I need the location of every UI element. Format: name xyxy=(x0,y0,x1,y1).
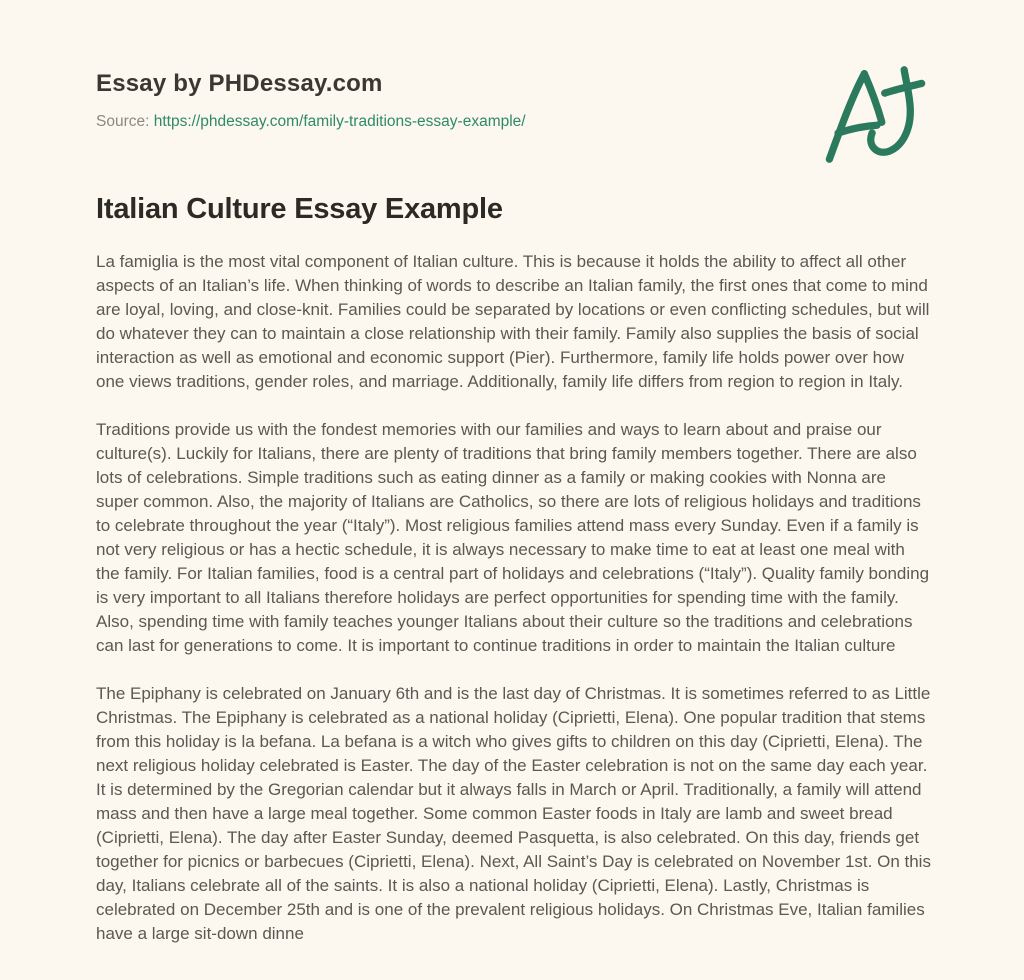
page-header xyxy=(96,70,928,131)
essay-paragraph: La famiglia is the most vital component of Italian culture. This is because it holds the ability to affect all other aspects of an Italian’s life. When thinking of words to describe an Italian family, the first ones that come to mind are loyal, loving, and close-knit. Families could be separated by locations or even conflicting schedules, but will do whatever they can to maintain a close relationship with their family. Family also supplies the basis of social interaction as well as emotional and economic support (Pier). Furthermore, family life holds power over how one views traditions, gender roles, and marriage. Additionally, family life differs from region to region in Italy. xyxy=(96,252,930,391)
essay-paragraph: The Epiphany is celebrated on January 6th and is the last day of Christmas. It is sometimes referred to as Little Christmas. The Epiphany is celebrated as a national holiday (Ciprietti, Elena). One popular tradition that stems from this holiday is la befana. La befana is a witch who gives gifts to children on this day (Ciprietti, Elena). The next religious holiday celebrated is Easter. The day of the Easter celebration is not on the same day each year. It is determined by the Gregorian calendar but it always falls in March or April. Traditionally, a family will attend mass and then have a large meal together. Some common Easter foods in Italy are lamb and sweet bread (Ciprietti, Elena). The day after Easter Sunday, deemed Pasquetta, is also celebrated. On this day, friends get together for picnics or barbecues (Ciprietti, Elena). Next, All Saint’s Day is celebrated on November 1st. On this day, Italians celebrate all of the saints. It is also a national holiday (Ciprietti, Elena). Lastly, Christmas is celebrated on December 25th and is one of the prevalent religious holidays. On Christmas Eve, Italian families have a large sit-down dinne xyxy=(96,684,931,943)
site-header-title: Essay by PHDessay.com xyxy=(96,70,383,97)
source-line xyxy=(96,113,928,131)
a-plus-logo-icon xyxy=(822,64,930,166)
essay-paragraph: Traditions provide us with the fondest memories with our families and ways to learn about and praise our culture(s). Luckily for Italians, there are plenty of traditions that bring family members together. There are also lots of celebrations. Simple traditions such as eating dinner as a family or making cookies with Nonna are super common. Also, the majority of Italians are Catholics, so there are lots of religious holidays and traditions to celebrate throughout the year (“Italy”). Most religious families attend mass every Sunday. Even if a family is not very religious or has a hectic schedule, it is always necessary to make time to eat at least one meal with the family. For Italian families, food is a central part of holidays and celebrations (“Italy”). Quality family bonding is very important to all Italians therefore holidays are perfect opportunities for spending time with the family. Also, spending time with family teaches younger Italians about their culture so the traditions and celebrations can last for generations to come. It is important to continue traditions in order to maintain the Italian culture xyxy=(96,420,930,655)
essay-title: Italian Culture Essay Example xyxy=(96,193,503,225)
essay-body xyxy=(96,250,932,946)
source-link[interactable]: https://phdessay.com/family-traditions-essay-example/ xyxy=(153,113,526,130)
source-label: Source: xyxy=(96,113,150,130)
